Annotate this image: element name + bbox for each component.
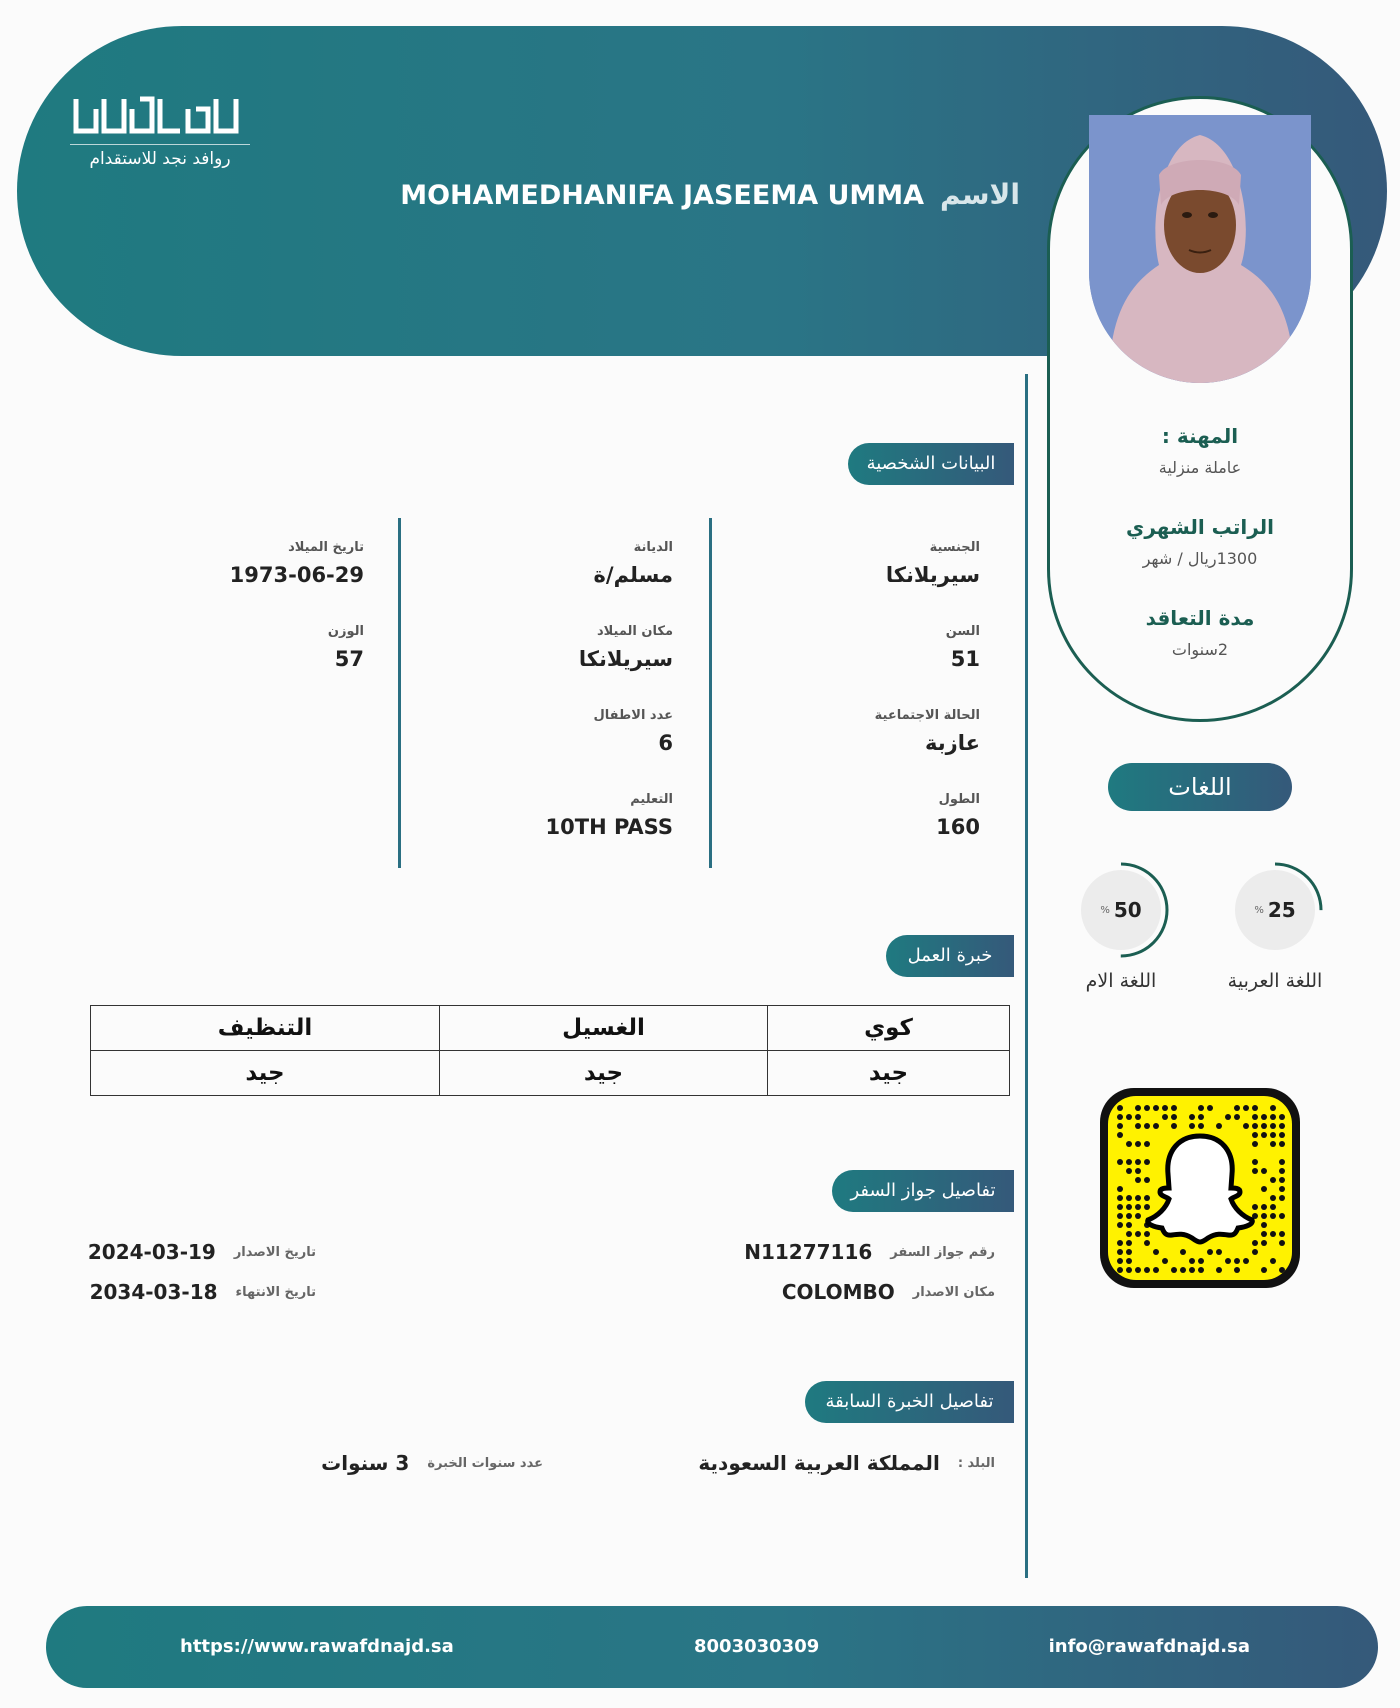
birthplace-value: سيريلانكا — [578, 647, 673, 671]
marital-value: عازبة — [925, 731, 980, 755]
marital-label: الحالة الاجتماعية — [874, 708, 980, 723]
previous-experience-tab: تفاصيل الخبرة السابقة — [805, 1381, 1014, 1423]
worker-name: MOHAMEDHANIFA JASEEMA UMMA — [400, 180, 925, 211]
passport-number-value: N11277116 — [744, 1240, 873, 1264]
children-value: 6 — [658, 731, 673, 755]
personal-data-tab: البيانات الشخصية — [848, 443, 1014, 485]
passport-number-row — [744, 1240, 995, 1264]
field-birthdate — [144, 540, 364, 587]
skill-header: الغسيل — [440, 1006, 768, 1051]
skills-table — [90, 1005, 1010, 1096]
company-logo — [60, 95, 260, 175]
birthdate-value: 1973-06-29 — [229, 563, 364, 587]
name-label: الاسم — [940, 178, 1020, 211]
field-age — [760, 624, 980, 671]
expiry-date-row — [90, 1280, 316, 1304]
height-value: 160 — [936, 815, 980, 839]
education-label: التعليم — [630, 792, 673, 807]
age-label: السن — [945, 624, 980, 639]
skill-rating: جيد — [91, 1051, 440, 1096]
contract-label: مدة التعاقد — [1145, 606, 1255, 630]
occupation-value: عاملة منزلية — [1158, 458, 1242, 477]
phone-number[interactable]: 8003030309 — [694, 1636, 820, 1657]
mother-percent-sign: % — [1100, 904, 1110, 916]
name-row — [400, 178, 1020, 211]
field-marital-status — [760, 708, 980, 755]
education-value: 10TH PASS — [545, 815, 673, 839]
footer-bar — [46, 1606, 1378, 1688]
issue-place-row — [782, 1280, 995, 1304]
field-religion — [453, 540, 673, 587]
age-value: 51 — [950, 647, 980, 671]
occupation-block — [1050, 424, 1350, 477]
field-height — [760, 792, 980, 839]
skill-header: كوي — [768, 1006, 1010, 1051]
person-photo-icon — [1089, 115, 1311, 383]
column-divider — [398, 518, 401, 868]
arabic-percent: 25 — [1267, 898, 1296, 922]
weight-value: 57 — [334, 647, 364, 671]
table-header-row — [91, 1006, 1010, 1051]
country-value: المملكة العربية السعودية — [698, 1451, 940, 1475]
work-experience-tab: خبرة العمل — [886, 935, 1014, 977]
table-row — [91, 1051, 1010, 1096]
skill-rating: جيد — [440, 1051, 768, 1096]
expiry-date-label: تاريخ الانتهاء — [235, 1284, 316, 1300]
experience-years-value: 3 سنوات — [321, 1451, 410, 1475]
field-nationality — [760, 540, 980, 587]
expiry-date-value: 2034-03-18 — [89, 1280, 218, 1304]
birthplace-label: مكان الميلاد — [596, 624, 673, 639]
arabic-percent-sign: % — [1254, 904, 1264, 916]
skill-rating: جيد — [768, 1051, 1010, 1096]
issue-place-label: مكان الاصدار — [912, 1284, 995, 1300]
passport-tab: تفاصيل جواز السفر — [832, 1170, 1014, 1212]
logo-text: روافد نجد للاستقدام — [89, 149, 231, 169]
logo-mark-icon — [70, 95, 250, 137]
religion-value: مسلم/ة — [593, 563, 673, 587]
mother-label: اللغة الام — [1085, 970, 1157, 992]
arabic-label: اللغة العربية — [1227, 970, 1323, 992]
field-weight — [144, 624, 364, 671]
country-label: البلد : — [957, 1455, 995, 1471]
weight-label: الوزن — [327, 624, 364, 639]
experience-years-label: عدد سنوات الخبرة — [427, 1455, 543, 1471]
height-label: الطول — [938, 792, 980, 807]
website-link[interactable]: https://www.rawafdnajd.sa — [180, 1636, 454, 1657]
nationality-value: سيريلانكا — [885, 563, 980, 587]
field-children — [453, 708, 673, 755]
nationality-label: الجنسية — [929, 540, 980, 555]
main-divider — [1025, 374, 1028, 1578]
issue-date-value: 2024-03-19 — [87, 1240, 216, 1264]
experience-years-row — [321, 1451, 543, 1475]
arabic-gauge — [1225, 860, 1325, 960]
issue-date-row — [88, 1240, 316, 1264]
contract-value: 2سنوات — [1171, 640, 1229, 659]
country-row — [698, 1451, 995, 1475]
logo-divider — [70, 144, 250, 145]
language-arabic — [1210, 860, 1340, 992]
snapcode-dots — [1108, 1096, 1292, 1280]
column-divider — [709, 518, 712, 868]
birthdate-label: تاريخ الميلاد — [288, 540, 364, 555]
skill-header: التنظيف — [91, 1006, 440, 1051]
field-birthplace — [453, 624, 673, 671]
occupation-label: المهنة : — [1161, 424, 1239, 448]
issue-date-label: تاريخ الاصدار — [233, 1244, 316, 1260]
passport-number-label: رقم جواز السفر — [890, 1244, 995, 1260]
languages-title: اللغات — [1108, 763, 1292, 811]
issue-place-value: COLOMBO — [781, 1280, 895, 1304]
email-link[interactable]: info@rawafdnajd.sa — [1048, 1636, 1250, 1657]
children-label: عدد الاطفال — [593, 708, 673, 723]
contract-block — [1050, 606, 1350, 659]
worker-photo — [1089, 115, 1311, 383]
snapchat-ghost-icon — [1108, 1096, 1292, 1280]
salary-value: 1300ريال / شهر — [1142, 549, 1258, 568]
mother-percent: 50 — [1113, 898, 1142, 922]
mother-gauge — [1071, 860, 1171, 960]
field-education — [453, 792, 673, 839]
religion-label: الديانة — [633, 540, 673, 555]
snapchat-code[interactable] — [1100, 1088, 1300, 1288]
salary-block — [1050, 515, 1350, 568]
salary-label: الراتب الشهري — [1126, 515, 1274, 539]
language-mother — [1056, 860, 1186, 992]
